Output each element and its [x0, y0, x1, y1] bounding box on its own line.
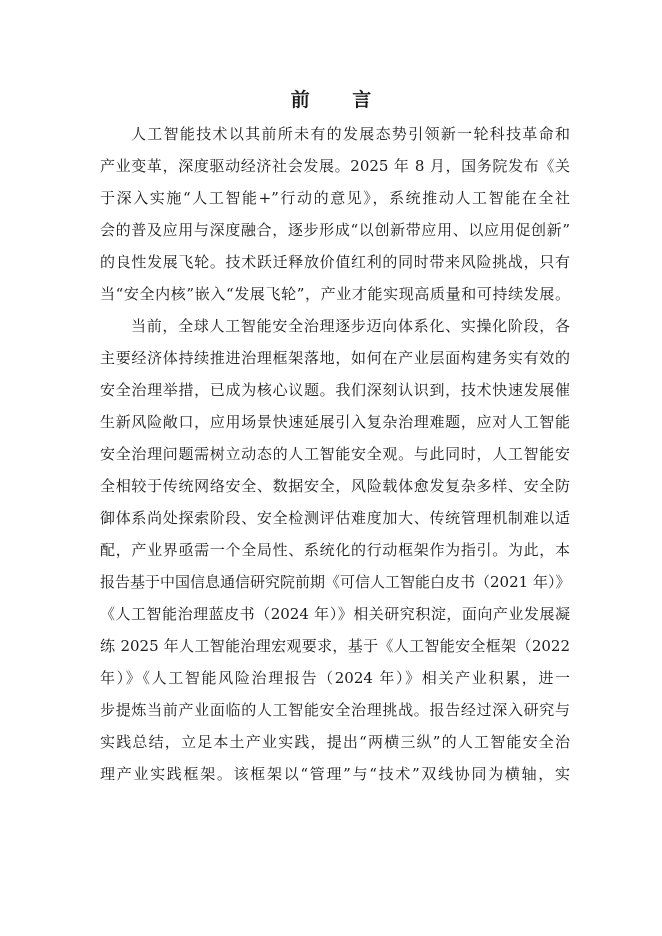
text-line: 练 2025 年人工智能治理宏观要求，基于《人工智能安全框架（2022 — [100, 637, 570, 655]
text-line: 《人工智能治理蓝皮书（2024 年）》相关研究积淀，面向产业发展凝 — [100, 605, 570, 623]
text-line: 安全治理问题需树立动态的人工智能安全观。与此同时，人工智能安 — [100, 445, 570, 463]
text-line: 配，产业界亟需一个全局性、系统化的行动框架作为指引。为此，本 — [100, 541, 570, 559]
text-line: 当“安全内核”嵌入“发展飞轮”，产业才能实现高质量和可持续发展。 — [100, 285, 570, 303]
page-title: 前 言 — [290, 89, 390, 111]
text-line: 主要经济体持续推进治理框架落地，如何在产业层面构建务实有效的 — [100, 349, 570, 367]
text-line: 步提炼当前产业面临的人工智能安全治理挑战。报告经过深入研究与 — [100, 701, 570, 719]
text-line: 安全治理举措，已成为核心议题。我们深刻认识到，技术快速发展催 — [100, 381, 570, 399]
text-line: 于深入实施“人工智能+”行动的意见》，系统推动人工智能在全社 — [100, 189, 570, 207]
text-line: 会的普及应用与深度融合，逐步形成“以创新带应用、以应用促创新” — [100, 221, 570, 239]
text-line: 的良性发展飞轮。技术跃迁释放价值红利的同时带来风险挑战，只有 — [100, 253, 570, 271]
paragraph-2 — [100, 310, 570, 790]
text-line: 人工智能技术以其前所未有的发展态势引领新一轮科技革命和 — [131, 125, 570, 143]
text-line: 当前，全球人工智能安全治理逐步迈向体系化、实操化阶段，各 — [131, 317, 570, 335]
text-line: 理产业实践框架。该框架以“管理”与“技术”双线协同为横轴，实 — [100, 765, 570, 783]
text-line: 产业变革，深度驱动经济社会发展。2025 年 8 月，国务院发布《关 — [100, 157, 570, 175]
text-line: 报告基于中国信息通信研究院前期《可信人工智能白皮书（2021 年）》 — [100, 573, 571, 591]
text-line: 全相较于传统网络安全、数据安全，风险载体愈发复杂多样、安全防 — [100, 477, 570, 495]
text-line: 御体系尚处探索阶段、安全检测评估难度加大、传统管理机制难以适 — [100, 509, 570, 527]
paragraph-1 — [100, 118, 570, 310]
text-line: 年）》《人工智能风险治理报告（2024 年）》相关产业积累，进一 — [100, 669, 570, 687]
text-line: 实践总结，立足本土产业实践，提出“两横三纵”的人工智能安全治 — [100, 733, 570, 751]
text-line: 生新风险敞口，应用场景快速延展引入复杂治理难题，应对人工智能 — [100, 413, 570, 431]
document-body — [100, 118, 570, 790]
